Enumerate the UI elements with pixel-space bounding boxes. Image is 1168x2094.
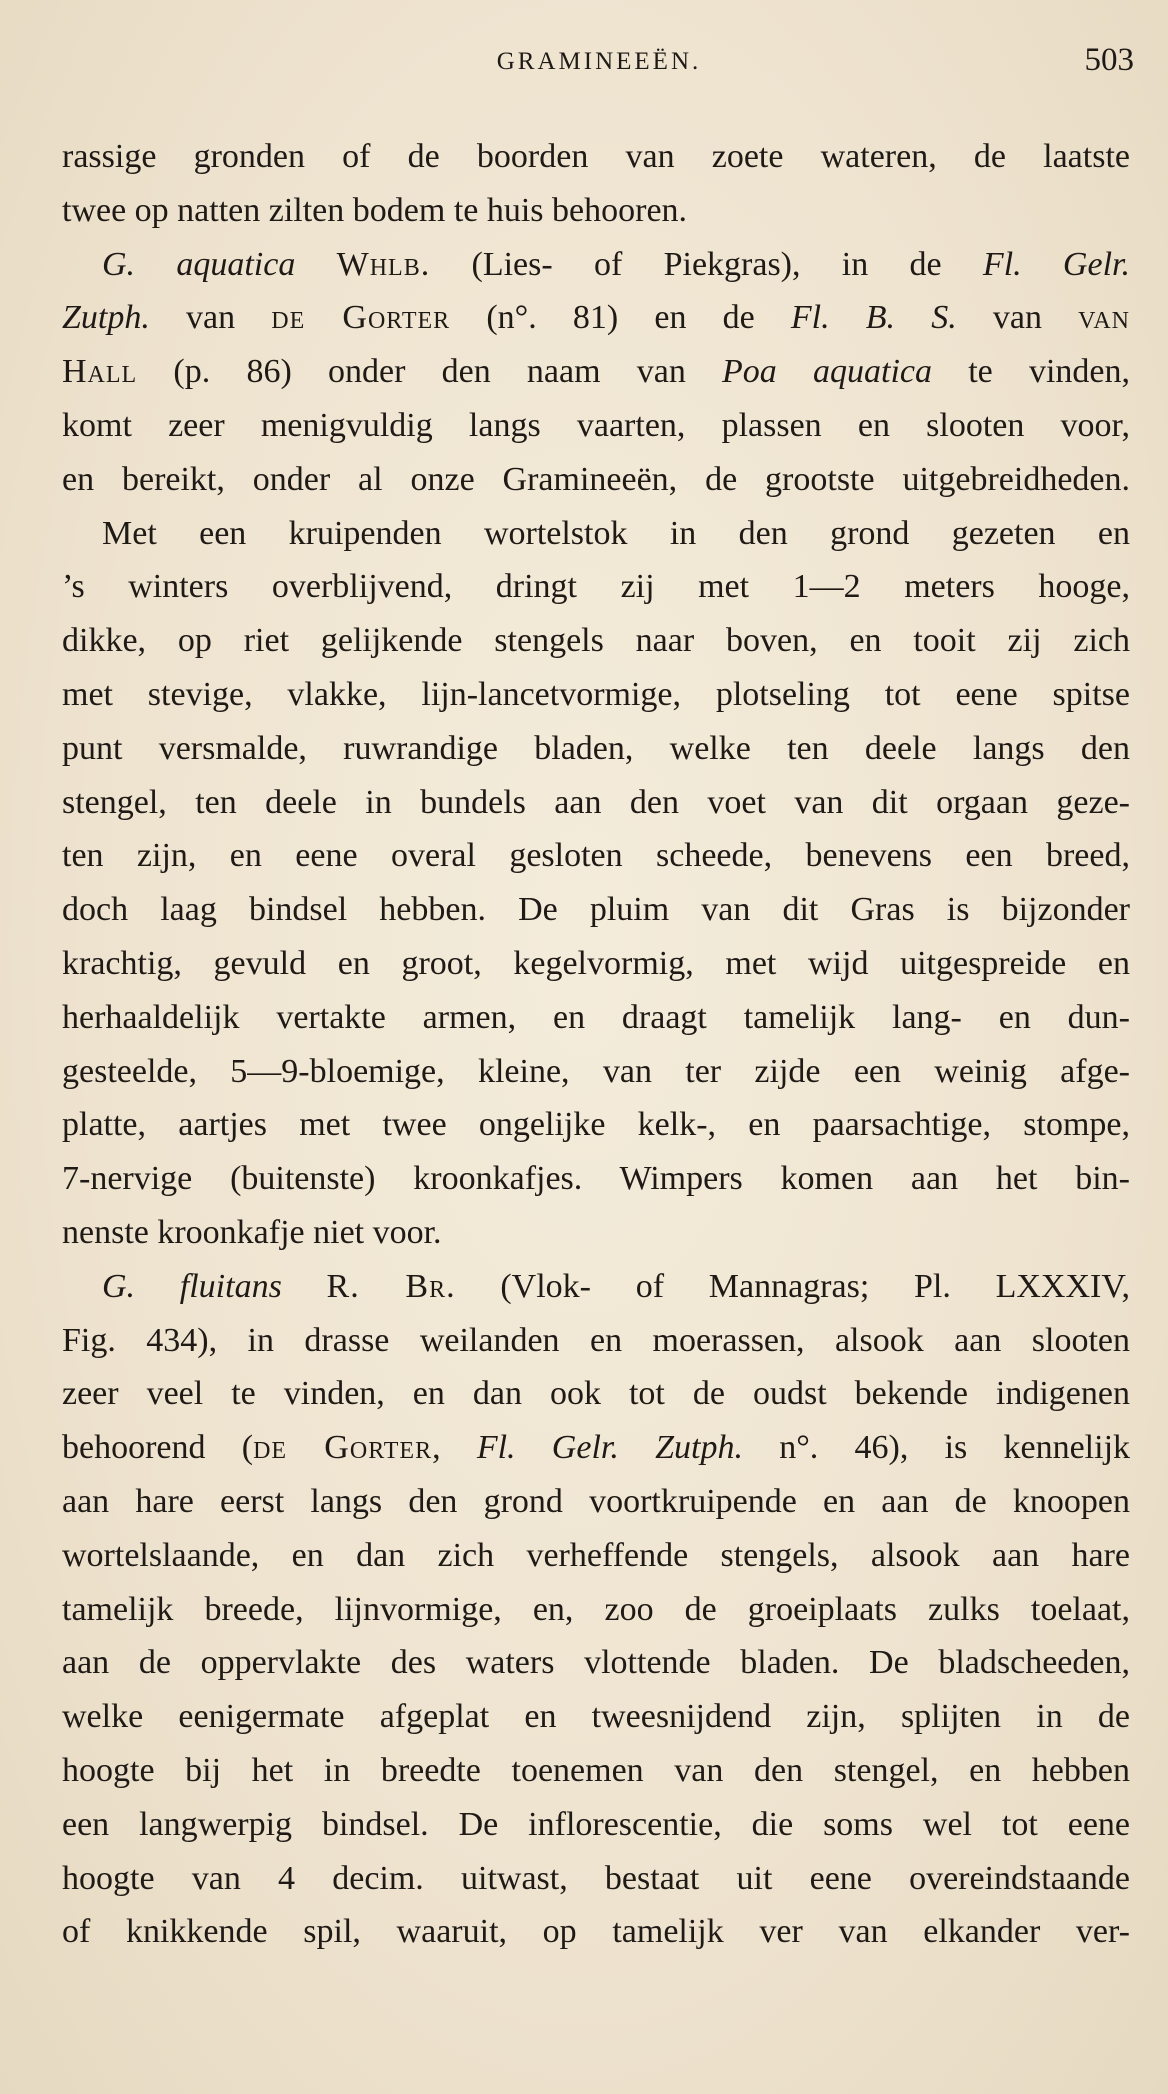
italic-text: G. fluitans	[102, 1267, 282, 1305]
text-run: hoogte van 4 decim. uitwast, bestaat uit eene overeindstaande	[62, 1859, 1130, 1897]
text-run: platte, aartjes met twee ongelijke kelk-, en paarsachtige, stompe,	[62, 1106, 1130, 1144]
text-run: wortelslaande, en dan zich verheffende stengels, alsook aan hare	[62, 1536, 1130, 1574]
text-line	[62, 130, 1130, 184]
text-run: en bereikt, onder al onze Gramineeën, de grootste uitgebreidheden.	[62, 460, 1130, 498]
text-run: met stevige, vlakke, lijn-lancetvormige, plotseling tot eene spitse	[62, 675, 1130, 713]
body-text	[62, 130, 1130, 1959]
text-line	[62, 1798, 1130, 1852]
text-run: (p. 86) onder den naam van	[137, 353, 723, 391]
text-run: aan hare eerst langs den grond voortkruipende en aan de knoopen	[62, 1482, 1130, 1520]
text-run: gesteelde, 5—9-bloemige, kleine, van ter zijde een weinig afge-	[62, 1052, 1130, 1090]
text-line	[62, 1529, 1130, 1583]
text-run: hoogte bij het in breedte toenemen van den stengel, en hebben	[62, 1751, 1130, 1789]
text-run: 7-nervige (buitenste) kroonkafjes. Wimpers komen aan het bin-	[62, 1160, 1130, 1198]
text-line	[62, 1314, 1130, 1368]
small-caps-text: Hall	[62, 353, 138, 391]
text-line	[62, 1045, 1130, 1099]
text-run: van	[149, 299, 272, 337]
text-line	[62, 829, 1130, 883]
text-line	[62, 560, 1130, 614]
text-run: of knikkende spil, waaruit, op tamelijk ver van elkander ver-	[62, 1913, 1130, 1951]
small-caps-text: Whlb.	[336, 245, 431, 283]
text-run: rassige gronden of de boorden van zoete wateren, de laatste	[62, 138, 1130, 175]
text-line	[62, 668, 1130, 722]
italic-text: G. aquatica	[102, 245, 296, 283]
text-line	[62, 1260, 1130, 1314]
text-line	[62, 883, 1130, 937]
text-run: Fig. 434), in drasse weilanden en moerassen, alsook aan slooten	[62, 1321, 1130, 1359]
text-run: (Vlok- of Mannagras; Pl. LXXXIV,	[455, 1267, 1130, 1305]
italic-text: Fl. Gelr.	[982, 245, 1130, 283]
text-line	[62, 1690, 1130, 1744]
page-number: 503	[1084, 42, 1134, 78]
text-line	[62, 1583, 1130, 1637]
text-line	[62, 453, 1130, 507]
text-run: stengel, ten deele in bundels aan den voet van dit orgaan geze-	[62, 783, 1130, 821]
text-run	[282, 1268, 327, 1305]
text-run: herhaaldelijk vertakte armen, en draagt tamelijk lang- en dun-	[62, 998, 1130, 1036]
text-line	[62, 614, 1130, 668]
text-line	[62, 1098, 1130, 1152]
text-line	[62, 507, 1130, 561]
italic-text: Poa aquatica	[722, 353, 932, 391]
text-line	[62, 345, 1130, 399]
text-line	[62, 1367, 1130, 1421]
text-run: te vinden,	[932, 353, 1130, 391]
small-caps-text: van	[1078, 299, 1130, 337]
text-run: van	[956, 299, 1079, 337]
text-run: (n°. 81) en de	[450, 299, 791, 337]
text-line	[62, 1475, 1130, 1529]
text-run	[295, 246, 336, 283]
text-run: tamelijk breede, lijnvormige, en, zoo de groeiplaats zulks toelaat,	[62, 1590, 1130, 1628]
text-run: ’s winters overblijvend, dringt zij met 1—2 meters hooge,	[62, 568, 1130, 606]
text-line	[62, 1636, 1130, 1690]
text-line	[62, 1206, 1130, 1260]
small-caps-text: R. Br.	[326, 1267, 456, 1305]
text-run: Met een kruipenden wortelstok in den grond gezeten en	[102, 514, 1130, 552]
text-run: aan de oppervlakte des waters vlottende bladen. De bladscheeden,	[62, 1644, 1130, 1682]
text-run: doch laag bindsel hebben. De pluim van dit Gras is bijzonder	[62, 891, 1130, 929]
text-line	[62, 238, 1130, 292]
small-caps-text: de Gorter	[271, 299, 451, 337]
text-run: een langwerpig bindsel. De inflorescentie, die soms wel tot eene	[62, 1805, 1130, 1843]
text-run: punt versmalde, ruwrandige bladen, welke ten deele langs den	[62, 729, 1130, 767]
italic-text: Fl. Gelr. Zutph.	[476, 1429, 743, 1467]
text-run: zeer veel te vinden, en dan ook tot de oudst bekende indigenen	[62, 1375, 1130, 1413]
italic-text: Zutph.	[62, 299, 150, 337]
text-run: twee op natten zilten bodem te huis behooren.	[62, 191, 688, 229]
text-line	[62, 1852, 1130, 1906]
text-run: ten zijn, en eene overal gesloten scheede, benevens een breed,	[62, 837, 1130, 875]
small-caps-text: de Gorter	[253, 1429, 433, 1467]
text-line	[62, 291, 1130, 345]
running-head: GRAMINEEËN.	[496, 48, 702, 75]
page-header	[64, 42, 1134, 92]
italic-text: Fl. B. S.	[790, 299, 957, 337]
text-line	[62, 776, 1130, 830]
text-line	[62, 1421, 1130, 1475]
text-run: dikke, op riet gelijkende stengels naar boven, en tooit zij zich	[62, 622, 1130, 660]
text-run: behoorend (	[62, 1429, 254, 1467]
text-line	[62, 1744, 1130, 1798]
text-line	[62, 722, 1130, 776]
text-line	[62, 1905, 1130, 1959]
text-line	[62, 1152, 1130, 1206]
text-run: welke eenigermate afgeplat en tweesnijdend zijn, splijten in de	[62, 1698, 1130, 1736]
text-line	[62, 399, 1130, 453]
text-line	[62, 937, 1130, 991]
text-run: (Lies- of Piekgras), in de	[430, 245, 983, 283]
text-run: n°. 46), is kennelijk	[742, 1429, 1130, 1467]
text-run: ,	[432, 1429, 477, 1467]
text-line	[62, 184, 1130, 238]
text-run: krachtig, gevuld en groot, kegelvormig, met wijd uitgespreide en	[62, 944, 1130, 982]
text-line	[62, 991, 1130, 1045]
text-run: komt zeer menigvuldig langs vaarten, plassen en slooten voor,	[62, 406, 1130, 444]
text-run: nenste kroonkafje niet voor.	[62, 1213, 442, 1251]
